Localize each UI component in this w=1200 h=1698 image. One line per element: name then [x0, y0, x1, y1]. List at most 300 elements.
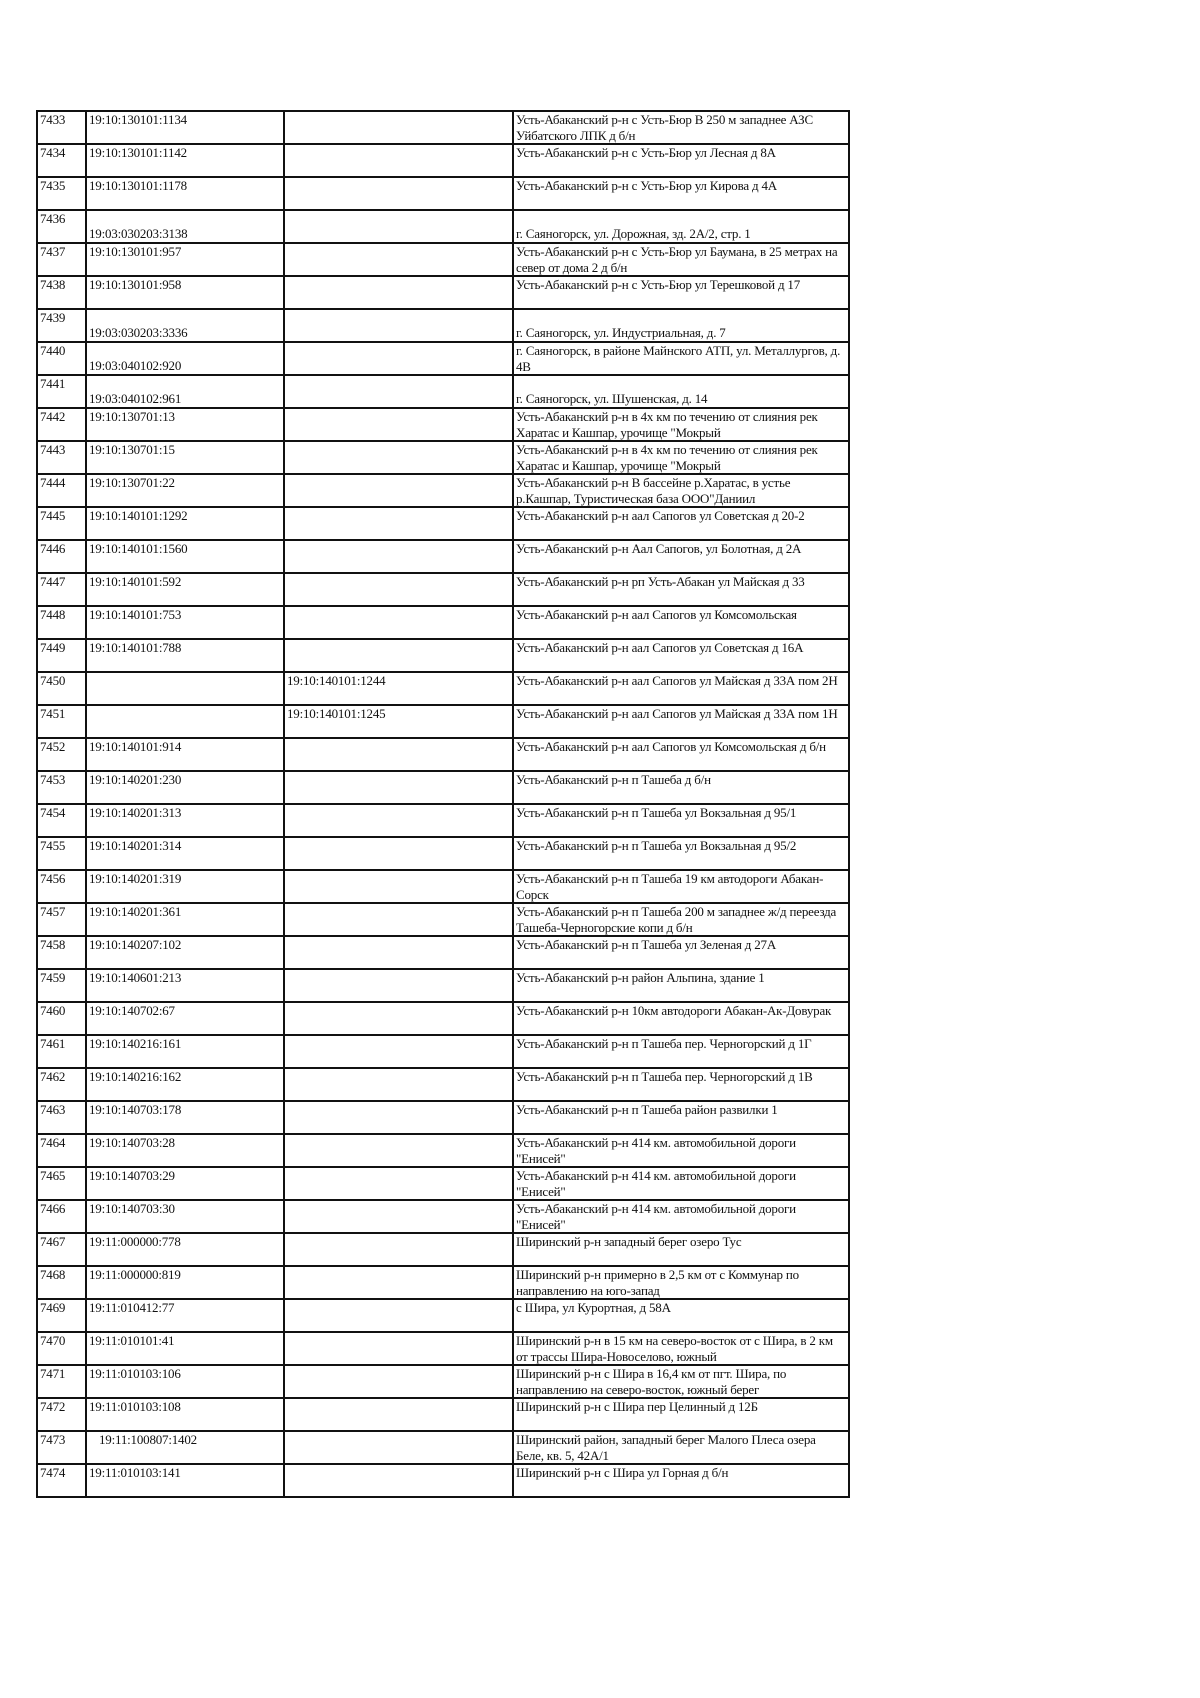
- row-number-cell-text: 7440: [40, 343, 66, 358]
- row-number-cell: [37, 111, 86, 144]
- related-cadastral-cell: [284, 1299, 513, 1332]
- row-number-cell-text: 7443: [40, 442, 66, 457]
- row-number-cell-text: 7460: [40, 1003, 66, 1018]
- row-number-cell: [37, 177, 86, 210]
- related-cadastral-cell-text: [287, 1036, 510, 1067]
- row-number-cell: [37, 540, 86, 573]
- related-cadastral-cell: [284, 1431, 513, 1464]
- related-cadastral-cell: [284, 1398, 513, 1431]
- row-number-cell: [37, 1002, 86, 1035]
- address-cell-text: Усть-Абаканский р-н аал Сапогов ул Комсомольская: [516, 607, 797, 622]
- address-cell-text: Усть-Абаканский р-н п Ташеба д б/н: [516, 772, 711, 787]
- related-cadastral-cell: [284, 606, 513, 639]
- cadastral-number-cell: [86, 1431, 284, 1464]
- address-cell: [513, 111, 849, 144]
- related-cadastral-cell: [284, 375, 513, 408]
- cadastral-number-cell: [86, 1398, 284, 1431]
- related-cadastral-cell-text: [287, 442, 510, 473]
- cadastral-number-cell: [86, 936, 284, 969]
- table-row: [37, 375, 849, 408]
- address-cell-text: Усть-Абаканский р-н аал Сапогов ул Комсомольская д б/н: [516, 739, 826, 754]
- address-cell: [513, 474, 849, 507]
- row-number-cell-text: 7436: [40, 211, 66, 226]
- table-row: [37, 1266, 849, 1299]
- table-row: [37, 177, 849, 210]
- related-cadastral-cell-text: [287, 1003, 510, 1034]
- cadastral-number-cell: [86, 639, 284, 672]
- cadastral-number-cell-text: 19:03:030203:3138: [89, 226, 188, 241]
- row-number-cell: [37, 1398, 86, 1431]
- registry-table-body: [37, 111, 849, 1497]
- related-cadastral-cell: [284, 243, 513, 276]
- related-cadastral-cell-text: [287, 1102, 510, 1133]
- row-number-cell-text: 7468: [40, 1267, 66, 1282]
- address-cell-text: Ширинский р-н с Шира ул Горная д б/н: [516, 1465, 729, 1480]
- address-cell-text: Усть-Абаканский р-н 414 км. автомобильной дороги "Енисей": [516, 1135, 796, 1166]
- row-number-cell: [37, 1101, 86, 1134]
- cadastral-number-cell: [86, 507, 284, 540]
- address-cell-text: Ширинский р-н с Шира пер Целинный д 12Б: [516, 1399, 758, 1414]
- cadastral-number-cell-text: 19:10:130101:1134: [89, 112, 187, 127]
- address-cell: [513, 441, 849, 474]
- address-cell-text: Усть-Абаканский р-н п Ташеба ул Вокзальная д 95/1: [516, 805, 797, 820]
- cadastral-number-cell-text: [89, 706, 281, 737]
- table-row: [37, 705, 849, 738]
- address-cell: [513, 1464, 849, 1497]
- cadastral-number-cell-text: 19:10:140601:213: [89, 970, 182, 985]
- row-number-cell: [37, 738, 86, 771]
- table-row: [37, 804, 849, 837]
- related-cadastral-cell-text: [287, 1168, 510, 1199]
- table-row: [37, 276, 849, 309]
- cadastral-number-cell-text: 19:10:140101:914: [89, 739, 182, 754]
- related-cadastral-cell: [284, 639, 513, 672]
- row-number-cell: [37, 1200, 86, 1233]
- address-cell-text: Усть-Абаканский р-н с Усть-Бюр ул Баумана, в 25 метрах на север от дома 2 д б/н: [516, 244, 838, 275]
- row-number-cell-text: 7462: [40, 1069, 66, 1084]
- related-cadastral-cell-text: [287, 277, 510, 308]
- row-number-cell-text: 7458: [40, 937, 66, 952]
- row-number-cell: [37, 837, 86, 870]
- cadastral-number-cell-text: 19:10:140703:28: [89, 1135, 175, 1150]
- table-row: [37, 1101, 849, 1134]
- address-cell: [513, 309, 849, 342]
- address-cell-text: Усть-Абаканский р-н п Ташеба пер. Черногорский д 1В: [516, 1069, 813, 1084]
- address-cell: [513, 1035, 849, 1068]
- table-row: [37, 870, 849, 903]
- address-cell: [513, 1332, 849, 1365]
- cadastral-number-cell: [86, 210, 284, 243]
- related-cadastral-cell-text: [287, 508, 510, 539]
- row-number-cell-text: 7453: [40, 772, 66, 787]
- cadastral-number-cell-text: 19:10:140201:314: [89, 838, 182, 853]
- cadastral-number-cell-text: 19:10:140703:29: [89, 1168, 175, 1183]
- cadastral-number-cell: [86, 276, 284, 309]
- cadastral-number-cell: [86, 1266, 284, 1299]
- address-cell: [513, 1167, 849, 1200]
- cadastral-number-cell: [86, 870, 284, 903]
- related-cadastral-cell: [284, 507, 513, 540]
- related-cadastral-cell-text: [287, 772, 510, 803]
- table-row: [37, 1002, 849, 1035]
- table-row: [37, 441, 849, 474]
- row-number-cell-text: 7437: [40, 244, 66, 259]
- table-row: [37, 639, 849, 672]
- cadastral-number-cell-text: 19:10:140703:30: [89, 1201, 175, 1216]
- related-cadastral-cell-text: [287, 178, 510, 209]
- address-cell: [513, 540, 849, 573]
- related-cadastral-cell-text: [287, 1366, 510, 1397]
- table-row: [37, 936, 849, 969]
- address-cell: [513, 177, 849, 210]
- row-number-cell: [37, 969, 86, 1002]
- row-number-cell: [37, 243, 86, 276]
- table-row: [37, 1365, 849, 1398]
- address-cell: [513, 1365, 849, 1398]
- cadastral-number-cell-text: 19:03:040102:920: [89, 358, 182, 373]
- related-cadastral-cell-text: [287, 244, 510, 275]
- address-cell: [513, 1233, 849, 1266]
- address-cell: [513, 870, 849, 903]
- row-number-cell: [37, 441, 86, 474]
- row-number-cell: [37, 1464, 86, 1497]
- cadastral-number-cell-text: 19:10:130101:1178: [89, 178, 187, 193]
- row-number-cell-text: 7470: [40, 1333, 66, 1348]
- related-cadastral-cell: [284, 474, 513, 507]
- registry-table: [36, 110, 850, 1498]
- cadastral-number-cell-text: 19:03:030203:3336: [89, 325, 188, 340]
- related-cadastral-cell-text: [287, 112, 510, 143]
- row-number-cell-text: 7454: [40, 805, 66, 820]
- cadastral-number-cell: [86, 969, 284, 1002]
- row-number-cell: [37, 276, 86, 309]
- related-cadastral-cell-text: [287, 409, 510, 440]
- address-cell: [513, 837, 849, 870]
- table-row: [37, 771, 849, 804]
- row-number-cell-text: 7450: [40, 673, 66, 688]
- row-number-cell-text: 7446: [40, 541, 66, 556]
- row-number-cell: [37, 705, 86, 738]
- row-number-cell: [37, 870, 86, 903]
- related-cadastral-cell: [284, 969, 513, 1002]
- row-number-cell: [37, 639, 86, 672]
- address-cell-text: Усть-Абаканский р-н Аал Сапогов, ул Болотная, д 2А: [516, 541, 802, 556]
- cadastral-number-cell: [86, 1365, 284, 1398]
- row-number-cell-text: 7447: [40, 574, 66, 589]
- row-number-cell-text: 7457: [40, 904, 66, 919]
- address-cell: [513, 705, 849, 738]
- cadastral-number-cell: [86, 111, 284, 144]
- cadastral-number-cell-text: 19:11:010412:77: [89, 1300, 175, 1315]
- cadastral-number-cell: [86, 1134, 284, 1167]
- related-cadastral-cell: [284, 144, 513, 177]
- cadastral-number-cell: [86, 243, 284, 276]
- row-number-cell: [37, 771, 86, 804]
- row-number-cell: [37, 342, 86, 375]
- related-cadastral-cell: [284, 837, 513, 870]
- cadastral-number-cell: [86, 540, 284, 573]
- cadastral-number-cell: [86, 1035, 284, 1068]
- cadastral-number-cell: [86, 1101, 284, 1134]
- address-cell-text: Усть-Абаканский р-н п Ташеба ул Зеленая д 27А: [516, 937, 777, 952]
- related-cadastral-cell: [284, 738, 513, 771]
- row-number-cell-text: 7467: [40, 1234, 66, 1249]
- cadastral-number-cell: [86, 771, 284, 804]
- cadastral-number-cell: [86, 1002, 284, 1035]
- cadastral-number-cell: [86, 1332, 284, 1365]
- related-cadastral-cell: [284, 309, 513, 342]
- cadastral-number-cell-text: 19:10:140101:788: [89, 640, 182, 655]
- related-cadastral-cell: [284, 1200, 513, 1233]
- related-cadastral-cell-text: [287, 211, 510, 242]
- address-cell-text: Усть-Абаканский р-н в 4х км по течению от слияния рек Харатас и Кашпар, урочище "Мокрый: [516, 409, 818, 440]
- cadastral-number-cell-text: 19:11:010103:141: [89, 1465, 181, 1480]
- related-cadastral-cell-text: [287, 1201, 510, 1232]
- row-number-cell-text: 7474: [40, 1465, 66, 1480]
- related-cadastral-cell-text: [287, 1333, 510, 1364]
- address-cell-text: Усть-Абаканский р-н аал Сапогов ул Майская д 33А пом 2Н: [516, 673, 838, 688]
- row-number-cell: [37, 375, 86, 408]
- cadastral-number-cell-text: 19:10:140101:753: [89, 607, 182, 622]
- cadastral-number-cell: [86, 1167, 284, 1200]
- cadastral-number-cell-text: 19:10:130101:1142: [89, 145, 187, 160]
- cadastral-number-cell-text: 19:10:130101:957: [89, 244, 182, 259]
- related-cadastral-cell-text: [287, 970, 510, 1001]
- table-row: [37, 1398, 849, 1431]
- related-cadastral-cell: [284, 936, 513, 969]
- related-cadastral-cell-text: 19:10:140101:1245: [287, 706, 386, 721]
- row-number-cell: [37, 804, 86, 837]
- address-cell: [513, 375, 849, 408]
- related-cadastral-cell-text: [287, 640, 510, 671]
- address-cell: [513, 738, 849, 771]
- address-cell-text: Усть-Абаканский р-н с Усть-Бюр ул Лесная д 8А: [516, 145, 776, 160]
- table-row: [37, 507, 849, 540]
- row-number-cell: [37, 507, 86, 540]
- table-row: [37, 672, 849, 705]
- table-row: [37, 1134, 849, 1167]
- cadastral-number-cell-text: 19:10:140703:178: [89, 1102, 182, 1117]
- row-number-cell-text: 7472: [40, 1399, 66, 1414]
- related-cadastral-cell-text: [287, 904, 510, 935]
- row-number-cell: [37, 903, 86, 936]
- related-cadastral-cell-text: [287, 607, 510, 638]
- related-cadastral-cell: [284, 210, 513, 243]
- address-cell: [513, 969, 849, 1002]
- cadastral-number-cell: [86, 375, 284, 408]
- related-cadastral-cell: [284, 771, 513, 804]
- row-number-cell-text: 7466: [40, 1201, 66, 1216]
- row-number-cell-text: 7463: [40, 1102, 66, 1117]
- cadastral-number-cell: [86, 1200, 284, 1233]
- cadastral-number-cell: [86, 177, 284, 210]
- address-cell-text: Ширинский район, западный берег Малого Плеса озера Беле, кв. 5, 42А/1: [516, 1432, 816, 1463]
- address-cell: [513, 1101, 849, 1134]
- related-cadastral-cell-text: [287, 310, 510, 341]
- cadastral-number-cell: [86, 144, 284, 177]
- address-cell-text: г. Саяногорск, ул. Дорожная, зд. 2А/2, стр. 1: [516, 226, 751, 241]
- row-number-cell: [37, 1134, 86, 1167]
- table-row: [37, 606, 849, 639]
- table-row: [37, 1035, 849, 1068]
- address-cell-text: Ширинский р-н примерно в 2,5 км от с Коммунар по направлению на юго-запад: [516, 1267, 799, 1298]
- row-number-cell: [37, 936, 86, 969]
- row-number-cell-text: 7456: [40, 871, 66, 886]
- related-cadastral-cell-text: [287, 475, 510, 506]
- cadastral-number-cell-text: 19:10:140101:592: [89, 574, 182, 589]
- cadastral-number-cell: [86, 903, 284, 936]
- related-cadastral-cell: [284, 1233, 513, 1266]
- related-cadastral-cell: [284, 1134, 513, 1167]
- address-cell: [513, 243, 849, 276]
- row-number-cell: [37, 1332, 86, 1365]
- row-number-cell: [37, 1266, 86, 1299]
- table-row: [37, 111, 849, 144]
- row-number-cell: [37, 1068, 86, 1101]
- row-number-cell: [37, 408, 86, 441]
- related-cadastral-cell-text: [287, 574, 510, 605]
- table-row: [37, 1167, 849, 1200]
- address-cell-text: Усть-Абаканский р-н п Ташеба пер. Черногорский д 1Г: [516, 1036, 812, 1051]
- related-cadastral-cell-text: 19:10:140101:1244: [287, 673, 386, 688]
- cadastral-number-cell: [86, 342, 284, 375]
- related-cadastral-cell-text: [287, 1300, 510, 1331]
- row-number-cell-text: 7455: [40, 838, 66, 853]
- related-cadastral-cell: [284, 177, 513, 210]
- table-row: [37, 1233, 849, 1266]
- table-row: [37, 969, 849, 1002]
- related-cadastral-cell-text: [287, 541, 510, 572]
- row-number-cell-text: 7433: [40, 112, 66, 127]
- row-number-cell: [37, 1299, 86, 1332]
- related-cadastral-cell-text: [287, 1234, 510, 1265]
- related-cadastral-cell: [284, 903, 513, 936]
- address-cell-text: Усть-Абаканский р-н аал Сапогов ул Советская д 20-2: [516, 508, 805, 523]
- related-cadastral-cell: [284, 870, 513, 903]
- cadastral-number-cell-text: 19:10:140201:361: [89, 904, 182, 919]
- table-row: [37, 243, 849, 276]
- address-cell-text: Ширинский р-н с Шира в 16,4 км от пгт. Шира, по направлению на северо-восток, южный берег: [516, 1366, 787, 1397]
- row-number-cell-text: 7441: [40, 376, 66, 391]
- address-cell: [513, 1002, 849, 1035]
- address-cell: [513, 936, 849, 969]
- related-cadastral-cell: [284, 1068, 513, 1101]
- related-cadastral-cell: [284, 705, 513, 738]
- address-cell-text: Усть-Абаканский р-н район Альпина, здание 1: [516, 970, 765, 985]
- related-cadastral-cell: [284, 804, 513, 837]
- table-row: [37, 1431, 849, 1464]
- related-cadastral-cell: [284, 441, 513, 474]
- cadastral-number-cell-text: 19:10:140702:67: [89, 1003, 175, 1018]
- cadastral-number-cell: [86, 441, 284, 474]
- address-cell-text: с Шира, ул Курортная, д 58А: [516, 1300, 671, 1315]
- row-number-cell: [37, 672, 86, 705]
- related-cadastral-cell-text: [287, 1069, 510, 1100]
- row-number-cell: [37, 309, 86, 342]
- table-row: [37, 342, 849, 375]
- address-cell-text: Усть-Абаканский р-н п Ташеба 200 м западнее ж/д переезда Ташеба-Черногорские копи д б/н: [516, 904, 837, 935]
- row-number-cell: [37, 1233, 86, 1266]
- table-row: [37, 408, 849, 441]
- address-cell: [513, 804, 849, 837]
- cadastral-number-cell: [86, 1464, 284, 1497]
- address-cell: [513, 144, 849, 177]
- cadastral-number-cell-text: 19:11:000000:778: [89, 1234, 181, 1249]
- related-cadastral-cell: [284, 342, 513, 375]
- cadastral-number-cell-text: 19:10:140216:162: [89, 1069, 182, 1084]
- address-cell-text: Усть-Абаканский р-н 414 км. автомобильной дороги "Енисей": [516, 1201, 796, 1232]
- address-cell: [513, 1134, 849, 1167]
- address-cell-text: Усть-Абаканский р-н с Усть-Бюр В 250 м западнее АЗС Уйбатского ЛПК д б/н: [516, 112, 813, 143]
- address-cell: [513, 903, 849, 936]
- address-cell-text: Усть-Абаканский р-н с Усть-Бюр ул Терешковой д 17: [516, 277, 801, 292]
- cadastral-number-cell: [86, 837, 284, 870]
- related-cadastral-cell-text: [287, 376, 510, 407]
- related-cadastral-cell: [284, 111, 513, 144]
- related-cadastral-cell-text: [287, 1399, 510, 1430]
- address-cell-text: Усть-Абаканский р-н 10км автодороги Абакан-Ак-Довурак: [516, 1003, 832, 1018]
- cadastral-number-cell: [86, 606, 284, 639]
- address-cell: [513, 210, 849, 243]
- row-number-cell-text: 7459: [40, 970, 66, 985]
- address-cell-text: Усть-Абаканский р-н п Ташеба район развилки 1: [516, 1102, 778, 1117]
- row-number-cell-text: 7461: [40, 1036, 66, 1051]
- row-number-cell-text: 7465: [40, 1168, 66, 1183]
- address-cell-text: Усть-Абаканский р-н рп Усть-Абакан ул Майская д 33: [516, 574, 805, 589]
- address-cell: [513, 639, 849, 672]
- row-number-cell: [37, 1035, 86, 1068]
- address-cell-text: Усть-Абаканский р-н с Усть-Бюр ул Кирова д 4А: [516, 178, 777, 193]
- address-cell-text: Усть-Абаканский р-н 414 км. автомобильной дороги "Енисей": [516, 1168, 796, 1199]
- cadastral-number-cell-text: 19:10:130101:958: [89, 277, 182, 292]
- cadastral-number-cell: [86, 1233, 284, 1266]
- row-number-cell: [37, 1431, 86, 1464]
- row-number-cell-text: 7449: [40, 640, 66, 655]
- related-cadastral-cell: [284, 1002, 513, 1035]
- cadastral-number-cell-text: 19:10:140207:102: [89, 937, 182, 952]
- address-cell-text: Усть-Абаканский р-н аал Сапогов ул Майская д 33А пом 1Н: [516, 706, 838, 721]
- table-row: [37, 1299, 849, 1332]
- related-cadastral-cell-text: [287, 1267, 510, 1298]
- address-cell-text: Усть-Абаканский р-н п Ташеба 19 км автодороги Абакан-Сорск: [516, 871, 824, 902]
- row-number-cell: [37, 474, 86, 507]
- cadastral-number-cell: [86, 573, 284, 606]
- address-cell: [513, 507, 849, 540]
- table-row: [37, 309, 849, 342]
- related-cadastral-cell: [284, 276, 513, 309]
- table-row: [37, 144, 849, 177]
- row-number-cell-text: 7448: [40, 607, 66, 622]
- row-number-cell-text: 7451: [40, 706, 66, 721]
- address-cell: [513, 1398, 849, 1431]
- row-number-cell-text: 7452: [40, 739, 66, 754]
- cadastral-number-cell: [86, 1068, 284, 1101]
- related-cadastral-cell: [284, 672, 513, 705]
- address-cell-text: Усть-Абаканский р-н В бассейне р.Харатас, в устье р.Кашпар, Туристическая база ООО"Даниил: [516, 475, 791, 506]
- related-cadastral-cell-text: [287, 1465, 510, 1496]
- cadastral-number-cell-text: 19:10:140201:230: [89, 772, 182, 787]
- address-cell: [513, 1068, 849, 1101]
- row-number-cell: [37, 606, 86, 639]
- related-cadastral-cell: [284, 1035, 513, 1068]
- related-cadastral-cell: [284, 1167, 513, 1200]
- row-number-cell: [37, 1365, 86, 1398]
- row-number-cell-text: 7464: [40, 1135, 66, 1150]
- row-number-cell-text: 7471: [40, 1366, 66, 1381]
- row-number-cell-text: 7434: [40, 145, 66, 160]
- table-row: [37, 1068, 849, 1101]
- table-row: [37, 210, 849, 243]
